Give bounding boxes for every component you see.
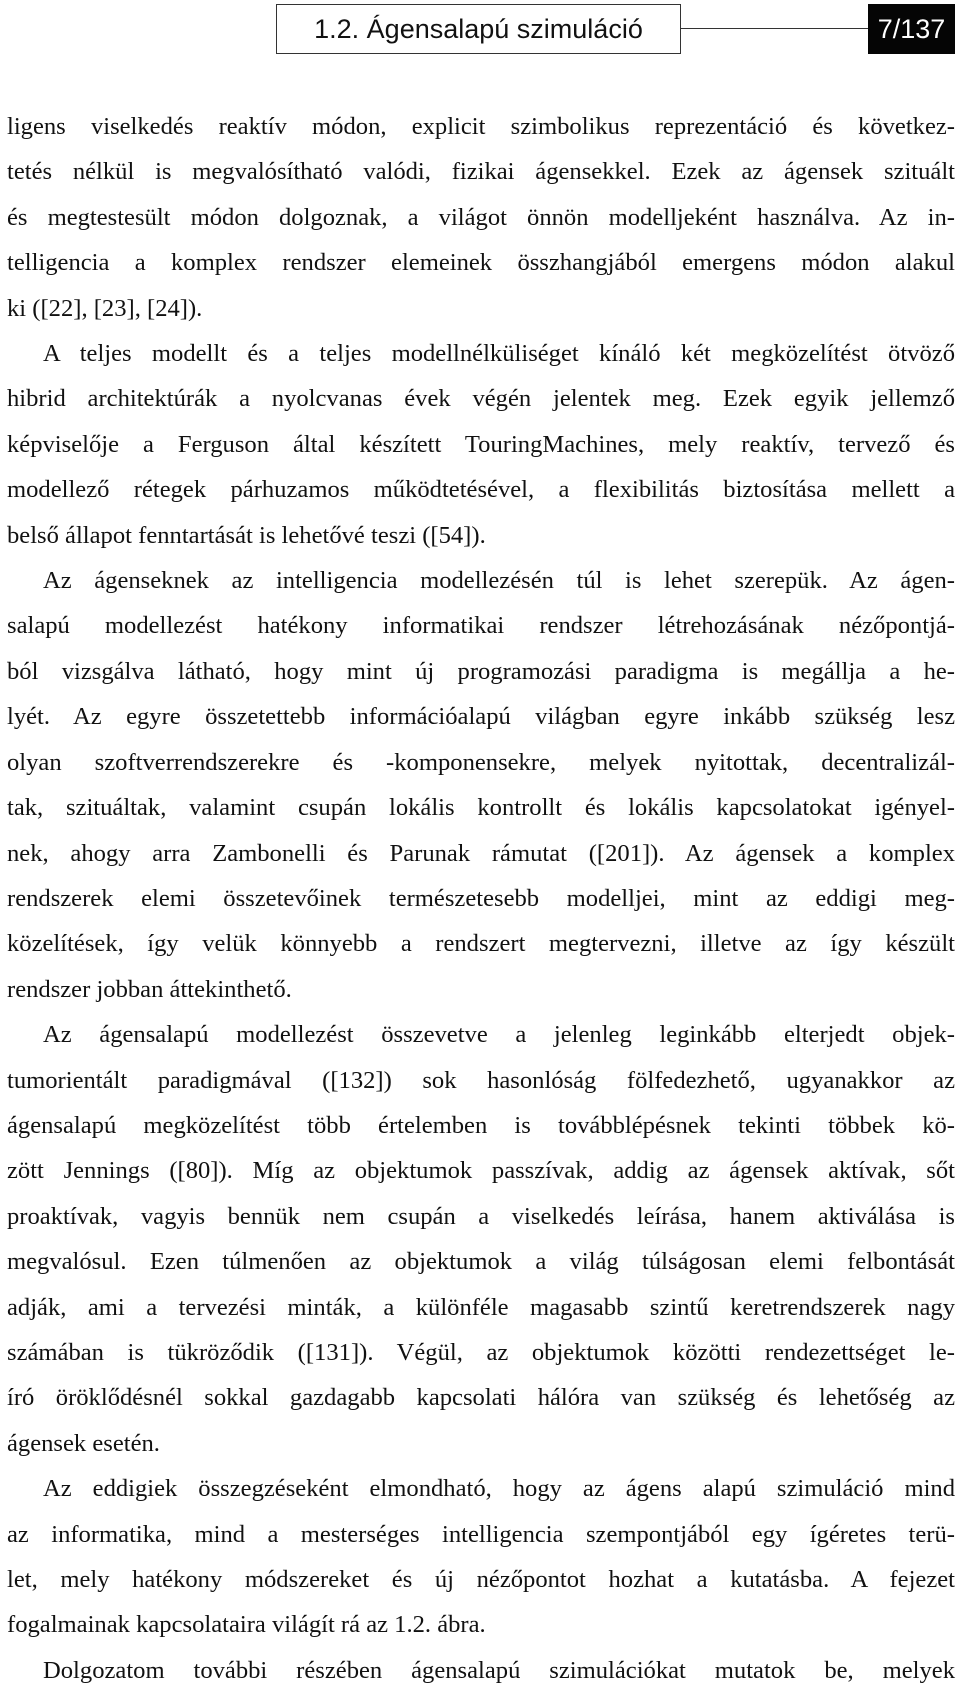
text-line: belső állapot fenntartását is lehetővé teszi ([54]). — [7, 521, 486, 549]
text-line: ágensalapú megközelítést több értelemben is továbblépésnek tekinti többek kö- — [7, 1111, 955, 1139]
text-line: számában is tükröződik ([131]). Végül, az objektumok közötti rendezettséget le- — [7, 1338, 955, 1366]
page-number: 7/137 — [868, 4, 955, 54]
text-line: fogalmainak kapcsolataira világít rá az 1.2. ábra. — [7, 1611, 486, 1639]
text-line: salapú modellezést hatékony informatikai rendszer létrehozásának nézőpontjá- — [7, 612, 955, 640]
body-text — [7, 104, 955, 1693]
text-line: közelítések, így velük könnyebb a rendszert megtervezni, illetve az így készült — [7, 930, 955, 958]
page-header — [0, 0, 960, 60]
text-line: megvalósul. Ezen túlmenően az objektumok a világ túlságosan elemi felbontását — [7, 1248, 955, 1276]
text-line: tetés nélkül is megvalósítható valódi, fizikai ágensekkel. Ezek az ágensek szituált — [7, 158, 955, 186]
text-line: ból vizsgálva látható, hogy mint új programozási paradigma is megállja a he- — [7, 657, 955, 685]
text-line: hibrid architektúrák a nyolcvanas évek végén jelentek meg. Ezek egyik jellemző — [7, 385, 955, 413]
text-line: lyét. Az egyre összetettebb információalapú világban egyre inkább szükség lesz — [7, 703, 955, 731]
header-rule — [681, 28, 868, 29]
text-line: nek, ahogy arra Zambonelli és Parunak rámutat ([201]). Az ágensek a komplex — [7, 839, 955, 867]
text-line: A teljes modellt és a teljes modellnélküliséget kínáló két megközelítést ötvöző — [43, 340, 955, 368]
text-line: olyan szoftverrendszerekre és -komponensekre, melyek nyitottak, decentralizál- — [7, 748, 955, 776]
text-line: ki ([22], [23], [24]). — [7, 294, 203, 322]
text-line: telligencia a komplex rendszer elemeinek összhangjából emergens módon alakul — [7, 249, 955, 277]
text-line: modellező rétegek párhuzamos működtetésével, a flexibilitás biztosítása mellett a — [7, 476, 955, 504]
text-line: adják, ami a tervezési minták, a különféle magasabb szintű keretrendszerek nagy — [7, 1293, 955, 1321]
text-line: képviselője a Ferguson által készített TouringMachines, mely reaktív, tervező és — [7, 430, 955, 458]
text-line: tak, szituáltak, valamint csupán lokális kontrollt és lokális kapcsolatokat igényel- — [7, 794, 955, 822]
text-line: és megtestesült módon dolgoznak, a világot önnön modelljeként használva. Az in- — [7, 203, 955, 231]
text-line: író öröklődésnél sokkal gazdagabb kapcsolati hálóra van szükség és lehetőség az — [7, 1384, 955, 1412]
text-line: tumorientált paradigmával ([132]) sok hasonlóság fölfedezhető, ugyanakkor az — [7, 1066, 955, 1094]
text-line: Az ágenseknek az intelligencia modellezésén túl is lehet szerepük. Az ágen- — [43, 567, 955, 595]
text-line: az informatika, mind a mesterséges intelligencia szempontjából egy ígéretes terü- — [7, 1520, 955, 1548]
text-line: let, mely hatékony módszereket és új nézőpontot hozhat a kutatásba. A fejezet — [7, 1566, 955, 1593]
text-line: Az ágensalapú modellezést összevetve a jelenleg leginkább elterjedt objek- — [43, 1021, 955, 1049]
text-line: rendszer jobban áttekinthető. — [7, 975, 292, 1003]
text-line: Az eddigiek összegzéseként elmondható, hogy az ágens alapú szimuláció mind — [43, 1475, 955, 1503]
text-line: ligens viselkedés reaktív módon, explicit szimbolikus reprezentáció és következ- — [7, 113, 955, 140]
text-line: zött Jennings ([80]). Míg az objektumok passzívak, addig az ágensek aktívak, sőt — [7, 1157, 955, 1185]
text-line: rendszerek elemi összetevőinek természetesebb modelljei, mint az eddigi meg- — [7, 884, 955, 912]
section-title: 1.2. Ágensalapú szimuláció — [276, 4, 681, 54]
text-line: Dolgozatom további részében ágensalapú szimulációkat mutatok be, melyek — [43, 1656, 955, 1684]
text-line: proaktívak, vagyis bennük nem csupán a viselkedés leírása, hanem aktiválása is — [7, 1202, 955, 1230]
text-line: ágensek esetén. — [7, 1429, 160, 1457]
